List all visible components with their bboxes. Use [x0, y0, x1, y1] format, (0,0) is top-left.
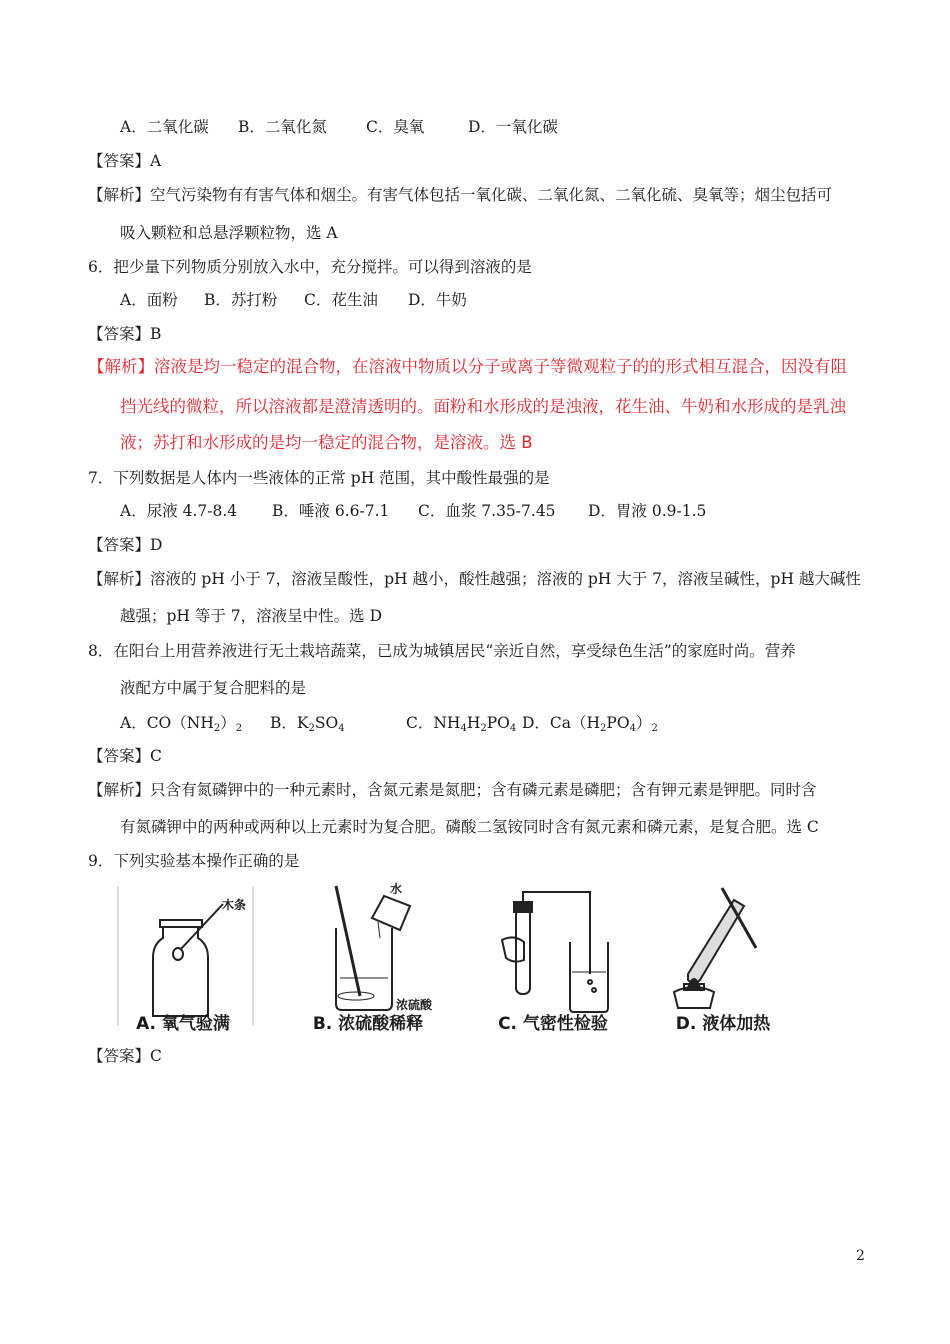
figure-d	[648, 878, 798, 1038]
q7-analysis-line-2: 越强；pH 等于 7，溶液呈中性。选 D	[120, 607, 383, 625]
figure-a-caption: A. 氧气验满	[136, 1014, 230, 1034]
q5-analysis-line-2: 吸入颗粒和总悬浮颗粒物，选 A	[120, 224, 338, 242]
q9-question: 9．下列实验基本操作正确的是	[88, 852, 300, 870]
q6-option-d: D．牛奶	[408, 291, 467, 309]
page-number: 2	[856, 1248, 865, 1264]
figure-a-label-stick: 木条	[222, 898, 247, 912]
q7-analysis-line-1: 【解析】溶液的 pH 小于 7，溶液呈酸性，pH 越小，酸性越强；溶液的 pH 大于 7，溶液呈碱性，pH 越大碱性	[88, 570, 861, 588]
q7-option-c: C．血浆 7.35-7.45	[418, 502, 556, 520]
q6-option-b: B．苏打粉	[204, 291, 278, 309]
figure-d-caption: D. 液体加热	[675, 1014, 771, 1034]
figure-b-label-acid: 浓硫酸	[396, 998, 433, 1012]
q6-option-c: C．花生油	[304, 291, 378, 309]
q7-question: 7．下列数据是人体内一些液体的正常 pH 范围，其中酸性最强的是	[88, 469, 550, 487]
q6-options	[120, 289, 467, 311]
q8-option-d: D．$Ca(H_2PO_4)_2$	[522, 714, 658, 734]
figure-c	[478, 878, 628, 1038]
figure-a	[108, 878, 258, 1038]
q5-answer: 【答案】A	[88, 152, 162, 170]
q5-option-a: A．二氧化碳	[120, 118, 209, 136]
q6-question: 6．把少量下列物质分别放入水中，充分搅拌。可以得到溶液的是	[88, 258, 532, 276]
q6-analysis-line-2: 挡光线的微粒，所以溶液都是澄清透明的。面粉和水形成的是浊液，花生油、牛奶和水形成的是乳浊	[120, 397, 846, 416]
q6-analysis-line-3: 液；苏打和水形成的是均一稳定的混合物，是溶液。选 B	[120, 433, 533, 452]
q7-answer: 【答案】D	[88, 536, 163, 554]
q6-option-a: A．面粉	[120, 291, 178, 309]
q9-figures	[108, 878, 798, 1038]
q6-analysis-line-1: 【解析】溶液是均一稳定的混合物，在溶液中物质以分子或离子等微观粒子的的形式相互混合，因没有阻	[88, 357, 847, 376]
q9-answer: 【答案】C	[88, 1047, 162, 1065]
q5-option-d: D．一氧化碳	[468, 118, 558, 136]
q6-answer: 【答案】B	[88, 325, 162, 343]
q7-option-a: A．尿液 4.7-8.4	[120, 502, 238, 520]
q8-question-line-1: 8．在阳台上用营养液进行无土栽培蔬菜，已成为城镇居民“亲近自然，享受绿色生活”的家庭时尚。营养	[88, 642, 796, 660]
figure-c-caption: C. 气密性检验	[498, 1014, 608, 1034]
q7-option-b: B．唾液 6.6-7.1	[272, 502, 390, 520]
q7-option-d: D．胃液 0.9-1.5	[588, 502, 707, 520]
q5-analysis-line-1: 【解析】空气污染物有有害气体和烟尘。有害气体包括一氧化碳、二氧化氮、二氧化硫、臭氧等；烟尘包括可	[88, 186, 833, 204]
q8-analysis-line-2: 有氮磷钾中的两种或两种以上元素时为复合肥。磷酸二氢铵同时含有氮元素和磷元素，是复合肥。选 C	[120, 818, 819, 836]
q7-options	[120, 500, 706, 522]
figure-b-label-water: 水	[390, 882, 403, 896]
q8-option-b: B．$K_2SO_4$	[270, 714, 345, 734]
q8-question-line-2: 液配方中属于复合肥料的是	[120, 679, 307, 697]
figure-b	[288, 878, 448, 1038]
q8-answer: 【答案】C	[88, 747, 162, 765]
q5-options	[120, 116, 558, 138]
q5-option-b: B．二氧化氮	[238, 118, 327, 136]
q8-options	[120, 712, 658, 740]
q8-option-a: A．$CO(NH_2)_2$	[120, 714, 243, 734]
q8-analysis-line-1: 【解析】只含有氮磷钾中的一种元素时，含氮元素是氮肥；含有磷元素是磷肥；含有钾元素是钾肥。同时含	[88, 781, 817, 799]
q5-option-c: C．臭氧	[366, 118, 425, 136]
q8-option-c: C．$NH_4H_2PO_4$	[406, 714, 517, 734]
figure-b-caption: B. 浓硫酸稀释	[312, 1014, 424, 1034]
